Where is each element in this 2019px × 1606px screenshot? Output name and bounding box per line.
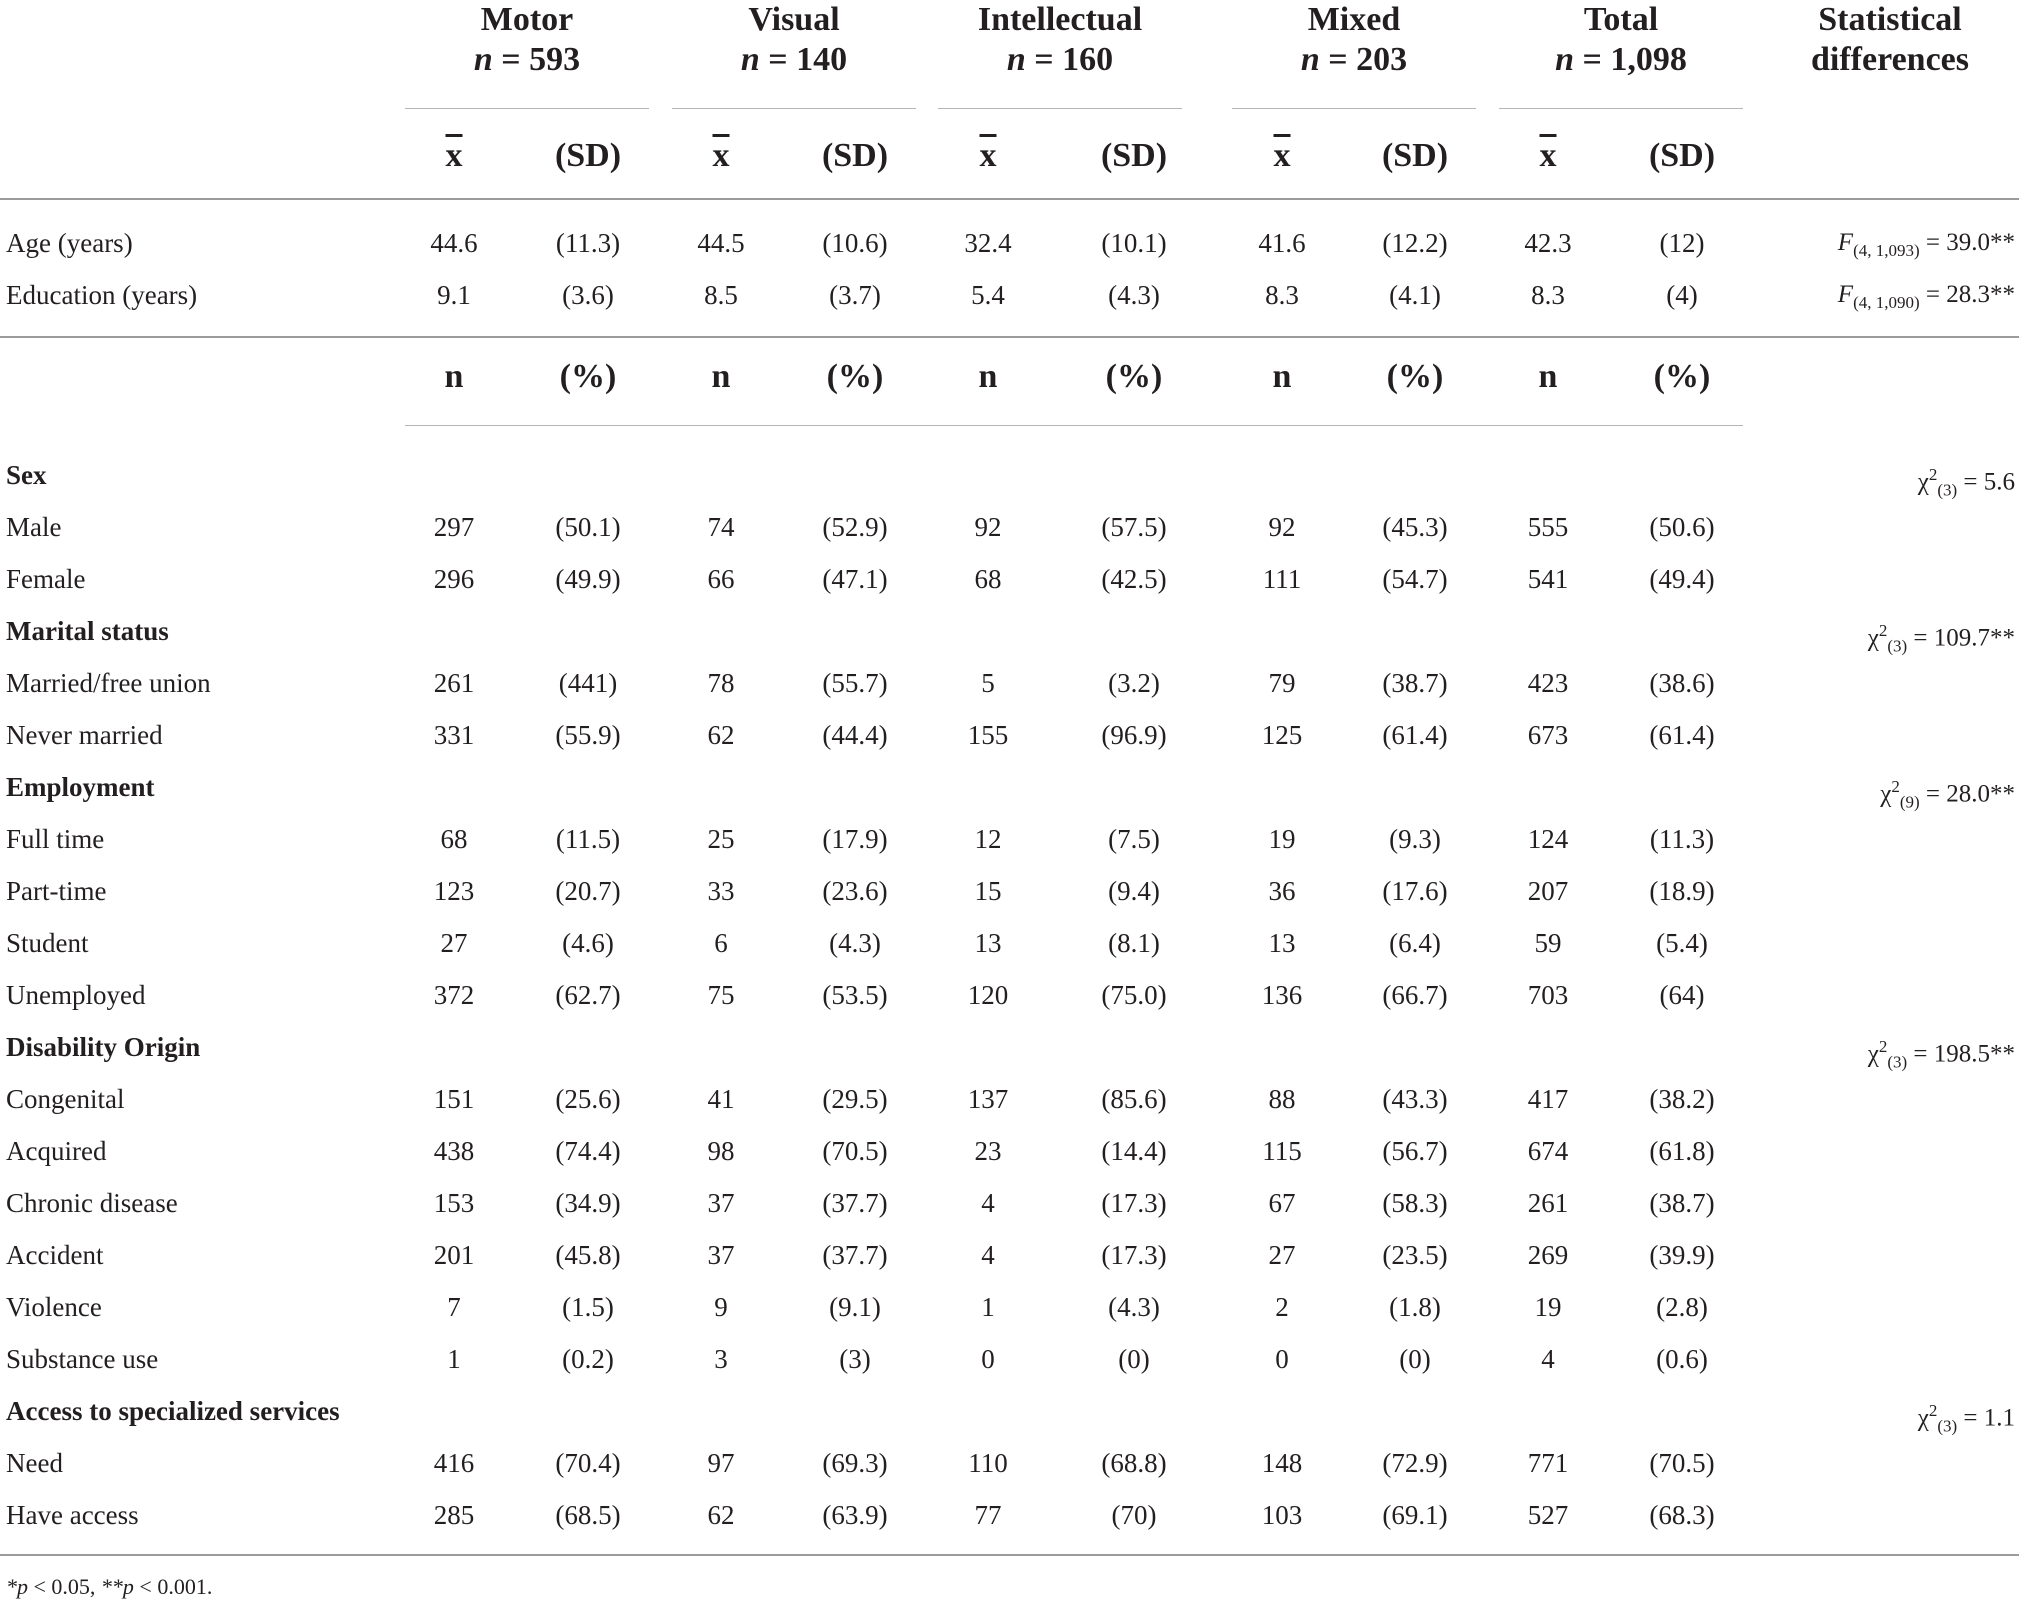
- table-cell: (9.1): [829, 1292, 881, 1322]
- table-cell: (57.5): [1101, 512, 1167, 542]
- table-cell: 19: [1268, 824, 1296, 854]
- table-cell: 201: [433, 1240, 475, 1270]
- table-cell: 285: [433, 1500, 475, 1530]
- table-cell: (61.4): [1382, 720, 1448, 750]
- table-cell: (56.7): [1382, 1136, 1448, 1166]
- group-name: Intellectual: [977, 1, 1143, 38]
- stat-symbol: χ: [1867, 624, 1879, 652]
- table-cell: 555: [1527, 512, 1569, 542]
- table-cell: 41: [707, 1084, 735, 1114]
- stat-text: = 1.1: [1957, 1404, 2015, 1432]
- row-label: Unemployed: [6, 980, 146, 1010]
- table-cell: 115: [1262, 1136, 1302, 1166]
- table-cell: (9.3): [1389, 824, 1441, 854]
- row-label: Acquired: [6, 1136, 107, 1166]
- row-label: Sex: [6, 460, 47, 490]
- stat-symbol: F: [1837, 229, 1854, 256]
- table-cell: 207: [1527, 876, 1569, 906]
- row-label: Accident: [6, 1240, 104, 1270]
- stat-sub: (9): [1899, 792, 1920, 812]
- group-underline: [1499, 108, 1743, 109]
- table-cell: 33: [707, 876, 735, 906]
- row-label: Age (years): [6, 228, 133, 258]
- table-cell: 79: [1268, 668, 1296, 698]
- table-cell: (4.3): [829, 928, 881, 958]
- table-cell: 8.3: [1531, 280, 1565, 310]
- table-cell: (34.9): [555, 1188, 621, 1218]
- table-cell: (61.4): [1649, 720, 1715, 750]
- footnote-p2-text: < 0.001.: [133, 1574, 213, 1599]
- pct-header: (%): [1105, 358, 1163, 395]
- group-n-value: = 203: [1319, 41, 1408, 78]
- table-cell: (61.8): [1649, 1136, 1715, 1166]
- table-cell: 4: [981, 1188, 995, 1218]
- table-cell: (4.3): [1108, 280, 1160, 310]
- table-cell: 6: [714, 928, 728, 958]
- table-cell: 19: [1534, 1292, 1562, 1322]
- table-cell: 148: [1261, 1448, 1303, 1478]
- table-cell: (0.6): [1656, 1344, 1708, 1374]
- stat-text: = 39.0**: [1919, 229, 2015, 256]
- stat-symbol: χ: [1880, 780, 1892, 808]
- table-cell: 771: [1527, 1448, 1569, 1478]
- table-cell: (12.2): [1382, 228, 1448, 258]
- table-cell: (18.9): [1649, 876, 1715, 906]
- table-cell: (54.7): [1382, 564, 1448, 594]
- n-header: n: [1272, 358, 1292, 395]
- table-cell: 44.5: [697, 228, 745, 258]
- table-cell: (55.7): [822, 668, 888, 698]
- table-cell: (10.1): [1101, 228, 1167, 258]
- row-label: Never married: [6, 720, 163, 750]
- stat-sup: 2: [1928, 1401, 1938, 1420]
- group-n-value: = 160: [1025, 41, 1114, 78]
- table-cell: (42.5): [1101, 564, 1167, 594]
- table-cell: (70): [1111, 1500, 1157, 1530]
- table-cell: (96.9): [1101, 720, 1167, 750]
- table-cell: 103: [1261, 1500, 1303, 1530]
- group-underline: [1232, 108, 1476, 109]
- row-label: Marital status: [6, 616, 169, 646]
- table-cell: 261: [1527, 1188, 1569, 1218]
- table-cell: 261: [433, 668, 475, 698]
- table-cell: 269: [1527, 1240, 1569, 1270]
- table-cell: 9.1: [437, 280, 471, 310]
- table-cell: 27: [440, 928, 468, 958]
- table-cell: 9: [714, 1292, 728, 1322]
- stat-sup: 2: [1928, 465, 1938, 484]
- stat-text: = 28.3**: [1919, 281, 2015, 308]
- table-cell: 92: [974, 512, 1002, 542]
- table-cell: 120: [967, 980, 1009, 1010]
- table-cell: (50.1): [555, 512, 621, 542]
- table-cell: 88: [1268, 1084, 1296, 1114]
- stat-text: = 28.0**: [1919, 780, 2015, 808]
- table-cell: (58.3): [1382, 1188, 1448, 1218]
- mean-header: $\overline{x}$: [445, 137, 463, 174]
- row-label: Part-time: [6, 876, 107, 906]
- table-cell: (38.6): [1649, 668, 1715, 698]
- row-label: Substance use: [6, 1344, 159, 1374]
- table-cell: 37: [707, 1240, 735, 1270]
- row-label: Congenital: [6, 1084, 125, 1114]
- group-n-label: n: [1555, 41, 1575, 78]
- table-cell: 296: [433, 564, 475, 594]
- table-cell: (23.6): [822, 876, 888, 906]
- stat-value: [1695, 770, 2015, 819]
- table-cell: (7.5): [1108, 824, 1160, 854]
- row-label: Access to specialized services: [6, 1396, 340, 1426]
- table-cell: (37.7): [822, 1188, 888, 1218]
- row-label: Violence: [6, 1292, 102, 1322]
- table-cell: (1.5): [562, 1292, 614, 1322]
- table-cell: 372: [433, 980, 475, 1010]
- mean-header: $\overline{x}$: [1539, 137, 1557, 174]
- stat-text: = 198.5**: [1907, 1040, 2015, 1068]
- table-cell: 97: [707, 1448, 735, 1478]
- table-cell: (12): [1659, 228, 1705, 258]
- table-cell: 27: [1268, 1240, 1296, 1270]
- group-name: Mixed: [1307, 1, 1401, 38]
- row-label: Disability Origin: [6, 1032, 201, 1062]
- sd-header: (SD): [554, 137, 622, 174]
- table-cell: 8.5: [704, 280, 738, 310]
- table-cell: (74.4): [555, 1136, 621, 1166]
- n-header: n: [1538, 358, 1558, 395]
- pct-header: (%): [1386, 358, 1444, 395]
- table-cell: 68: [440, 824, 468, 854]
- group-n-value: = 593: [492, 41, 581, 78]
- table-cell: (17.3): [1101, 1240, 1167, 1270]
- header-rule: [0, 198, 2019, 200]
- group-n: [910, 40, 1210, 80]
- table-cell: 703: [1527, 980, 1569, 1010]
- mean-header: $\overline{x}$: [979, 137, 997, 174]
- stat-value: [1695, 614, 2015, 663]
- table-cell: 297: [433, 512, 475, 542]
- table-cell: 674: [1527, 1136, 1569, 1166]
- table-cell: 153: [433, 1188, 475, 1218]
- table-cell: 68: [974, 564, 1002, 594]
- footnote-p1-text: < 0.05,: [28, 1574, 101, 1599]
- footnote-p1: *p: [6, 1574, 28, 1599]
- table-cell: 423: [1527, 668, 1569, 698]
- footnote-p2: **p: [100, 1574, 134, 1599]
- row-label: Male: [6, 512, 62, 542]
- table-cell: (17.6): [1382, 876, 1448, 906]
- table-cell: (44.4): [822, 720, 888, 750]
- table-cell: (38.7): [1649, 1188, 1715, 1218]
- table-cell: 110: [968, 1448, 1008, 1478]
- table-cell: 416: [433, 1448, 475, 1478]
- table-cell: (11.3): [1649, 824, 1715, 854]
- group-name: Visual: [748, 1, 840, 38]
- group-name: Motor: [480, 1, 574, 38]
- mean-header: $\overline{x}$: [712, 137, 730, 174]
- stat-sub: (4, 1,093): [1853, 241, 1920, 260]
- group-n-value: = 140: [759, 41, 848, 78]
- stat-symbol: F: [1837, 281, 1854, 308]
- table-cell: (17.9): [822, 824, 888, 854]
- table-cell: (14.4): [1101, 1136, 1167, 1166]
- table-cell: (25.6): [555, 1084, 621, 1114]
- table-cell: 4: [1541, 1344, 1555, 1374]
- table-cell: (20.7): [555, 876, 621, 906]
- table-cell: (4.1): [1389, 280, 1441, 310]
- stat-value: [1695, 1030, 2015, 1079]
- table-cell: 25: [707, 824, 735, 854]
- group-n: [644, 40, 944, 80]
- stat-symbol: χ: [1917, 1404, 1929, 1432]
- table-cell: (85.6): [1101, 1084, 1167, 1114]
- bottom-rule: [0, 1554, 2019, 1556]
- table-cell: (5.4): [1656, 928, 1708, 958]
- table-cell: 111: [1262, 564, 1302, 594]
- table-cell: 42.3: [1524, 228, 1572, 258]
- table-cell: (3.6): [562, 280, 614, 310]
- table-cell: (29.5): [822, 1084, 888, 1114]
- stat-sub: (3): [1887, 1052, 1908, 1072]
- table-cell: 5.4: [971, 280, 1005, 310]
- table-cell: 438: [433, 1136, 475, 1166]
- table-cell: 2: [1275, 1292, 1289, 1322]
- stat-value: [1695, 1394, 2015, 1443]
- stat-text: = 5.6: [1957, 468, 2015, 496]
- group-name: Total: [1583, 1, 1659, 38]
- stat-symbol: χ: [1867, 1040, 1879, 1068]
- sd-header: (SD): [1648, 137, 1716, 174]
- sd-header: (SD): [1381, 137, 1449, 174]
- row-label: Employment: [6, 772, 155, 802]
- table-cell: 78: [707, 668, 735, 698]
- table-cell: (70.5): [1649, 1448, 1715, 1478]
- table-cell: (38.7): [1382, 668, 1448, 698]
- stat-sub: (3): [1937, 1416, 1958, 1436]
- table-cell: (3.7): [829, 280, 881, 310]
- table-cell: (68.5): [555, 1500, 621, 1530]
- table-cell: (0): [1399, 1344, 1431, 1374]
- pct-header: (%): [559, 358, 617, 395]
- table-cell: 3: [714, 1344, 728, 1374]
- table-cell: 527: [1527, 1500, 1569, 1530]
- table-cell: (2.8): [1656, 1292, 1708, 1322]
- table-cell: 12: [974, 824, 1002, 854]
- table-cell: (4): [1666, 280, 1698, 310]
- table-cell: 673: [1527, 720, 1569, 750]
- pct-header: (%): [1653, 358, 1711, 395]
- table-cell: 0: [981, 1344, 995, 1374]
- table-cell: 62: [707, 720, 735, 750]
- table-cell: (69.3): [822, 1448, 888, 1478]
- stat-sub: (4, 1,090): [1853, 293, 1920, 312]
- table-cell: (39.9): [1649, 1240, 1715, 1270]
- table-cell: (23.5): [1382, 1240, 1448, 1270]
- table-cell: (68.3): [1649, 1500, 1715, 1530]
- table-cell: (53.5): [822, 980, 888, 1010]
- pct-header-rule: [405, 425, 1743, 426]
- table-cell: 92: [1268, 512, 1296, 542]
- table-cell: (3): [839, 1344, 871, 1374]
- table-cell: 331: [433, 720, 475, 750]
- stat-value: [1695, 278, 2015, 320]
- table-cell: 155: [967, 720, 1009, 750]
- table-cell: 8.3: [1265, 280, 1299, 310]
- stat-title-line1: Statistical: [1818, 1, 1962, 38]
- row-label: Need: [6, 1448, 63, 1478]
- footnote: [6, 1572, 212, 1602]
- stat-text: = 109.7**: [1907, 624, 2015, 652]
- table-cell: (47.1): [822, 564, 888, 594]
- table-cell: (6.4): [1389, 928, 1441, 958]
- n-header: n: [711, 358, 731, 395]
- table-cell: 59: [1534, 928, 1562, 958]
- table-cell: 32.4: [964, 228, 1012, 258]
- stat-value: [1695, 226, 2015, 268]
- group-underline: [938, 108, 1182, 109]
- table-cell: (38.2): [1649, 1084, 1715, 1114]
- stat-sup: 2: [1878, 621, 1888, 640]
- table-cell: 77: [974, 1500, 1002, 1530]
- table-cell: (1.8): [1389, 1292, 1441, 1322]
- table-cell: (11.5): [555, 824, 621, 854]
- table-cell: 36: [1268, 876, 1296, 906]
- sd-header: (SD): [821, 137, 889, 174]
- table-cell: (45.8): [555, 1240, 621, 1270]
- row-label: Married/free union: [6, 668, 211, 698]
- pct-header: (%): [826, 358, 884, 395]
- table-cell: (11.3): [555, 228, 621, 258]
- table-cell: (52.9): [822, 512, 888, 542]
- table-cell: 417: [1527, 1084, 1569, 1114]
- table-cell: 137: [967, 1084, 1009, 1114]
- table-cell: (9.4): [1108, 876, 1160, 906]
- table-cell: 98: [707, 1136, 735, 1166]
- row-label: Student: [6, 928, 89, 958]
- group-underline: [405, 108, 649, 109]
- table-cell: 75: [707, 980, 735, 1010]
- group-n: [377, 40, 677, 80]
- group-n: [1471, 40, 1771, 80]
- table-cell: (17.3): [1101, 1188, 1167, 1218]
- row-label: Full time: [6, 824, 105, 854]
- table-cell: (3.2): [1108, 668, 1160, 698]
- stat-sup: 2: [1891, 777, 1900, 796]
- table-cell: (45.3): [1382, 512, 1448, 542]
- stat-symbol: χ: [1917, 468, 1929, 496]
- table-cell: (75.0): [1101, 980, 1167, 1010]
- table-cell: (10.6): [822, 228, 888, 258]
- table-cell: 15: [974, 876, 1002, 906]
- table-cell: (69.1): [1382, 1500, 1448, 1530]
- table-cell: 37: [707, 1188, 735, 1218]
- table-cell: 124: [1527, 824, 1569, 854]
- table-cell: 62: [707, 1500, 735, 1530]
- stat-sup: 2: [1878, 1037, 1888, 1056]
- table-cell: 5: [981, 668, 995, 698]
- table-cell: (55.9): [555, 720, 621, 750]
- table-cell: 0: [1275, 1344, 1289, 1374]
- table-cell: (0.2): [562, 1344, 614, 1374]
- table-cell: (441): [558, 668, 618, 698]
- table-cell: 7: [447, 1292, 461, 1322]
- table-cell: 74: [707, 512, 735, 542]
- group-underline: [672, 108, 916, 109]
- table-cell: 41.6: [1258, 228, 1306, 258]
- section-rule: [0, 336, 2019, 338]
- table-cell: (72.9): [1382, 1448, 1448, 1478]
- group-n-label: n: [1300, 41, 1320, 78]
- table-cell: (49.9): [555, 564, 621, 594]
- stat-sub: (3): [1887, 636, 1908, 656]
- table-cell: (0): [1118, 1344, 1150, 1374]
- stat-sub: (3): [1937, 480, 1958, 500]
- row-label: Education (years): [6, 280, 198, 310]
- table-cell: 1: [981, 1292, 995, 1322]
- table-cell: (50.6): [1649, 512, 1715, 542]
- row-label: Female: [6, 564, 86, 594]
- table-cell: 44.6: [430, 228, 478, 258]
- table-cell: 1: [447, 1344, 461, 1374]
- table-cell: (49.4): [1649, 564, 1715, 594]
- table-cell: 23: [974, 1136, 1002, 1166]
- table-cell: 123: [433, 876, 475, 906]
- group-n-value: = 1,098: [1574, 41, 1687, 78]
- table-cell: (70.5): [822, 1136, 888, 1166]
- group-n-label: n: [1006, 41, 1026, 78]
- table-cell: (64): [1659, 980, 1705, 1010]
- table-cell: (43.3): [1382, 1084, 1448, 1114]
- table-cell: (4.6): [562, 928, 614, 958]
- n-header: n: [978, 358, 998, 395]
- mean-header: $\overline{x}$: [1273, 137, 1291, 174]
- group-n: [1204, 40, 1504, 80]
- table-cell: 13: [974, 928, 1002, 958]
- table-cell: 66: [707, 564, 735, 594]
- table-cell: 151: [433, 1084, 475, 1114]
- stat-title-line2: differences: [1811, 41, 1969, 78]
- n-header: n: [444, 358, 464, 395]
- table-cell: 67: [1268, 1188, 1296, 1218]
- table-cell: 13: [1268, 928, 1296, 958]
- table-cell: (70.4): [555, 1448, 621, 1478]
- row-label: Have access: [6, 1500, 139, 1530]
- table-cell: 125: [1261, 720, 1303, 750]
- stat-value: [1695, 458, 2015, 507]
- group-n-label: n: [473, 41, 493, 78]
- table-cell: 4: [981, 1240, 995, 1270]
- table-cell: 136: [1261, 980, 1303, 1010]
- table-cell: (8.1): [1108, 928, 1160, 958]
- table-cell: (68.8): [1101, 1448, 1167, 1478]
- group-n-label: n: [740, 41, 760, 78]
- sd-header: (SD): [1100, 137, 1168, 174]
- table-cell: (37.7): [822, 1240, 888, 1270]
- table-cell: 541: [1527, 564, 1569, 594]
- table-cell: (63.9): [822, 1500, 888, 1530]
- row-label: Chronic disease: [6, 1188, 178, 1218]
- table-cell: (4.3): [1108, 1292, 1160, 1322]
- table-cell: (62.7): [555, 980, 621, 1010]
- table-cell: (66.7): [1382, 980, 1448, 1010]
